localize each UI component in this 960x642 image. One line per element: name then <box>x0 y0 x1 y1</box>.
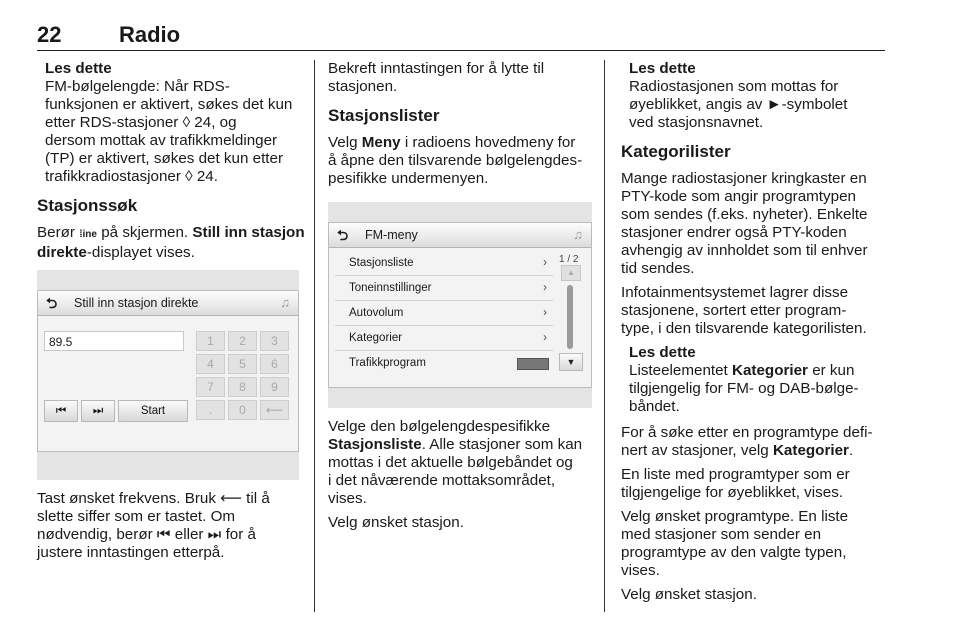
text: justere inntastingen etterpå. <box>37 544 225 561</box>
text: slette siffer som er tastet. Om <box>37 508 236 525</box>
note-line: dersom mottak av trafikkmeldinger <box>45 132 278 149</box>
scrollbar[interactable] <box>567 285 573 349</box>
menu-item-toneinnstillinger[interactable] <box>335 276 553 301</box>
screen-title-bar <box>38 291 298 316</box>
text: vises. <box>621 562 660 579</box>
text: . <box>848 442 854 459</box>
text: For å søke etter en programtype defi- <box>621 424 873 441</box>
text: Velg <box>328 134 362 151</box>
paragraph <box>37 490 305 562</box>
paragraph <box>328 60 596 96</box>
text: nert av stasjoner, velg <box>621 442 773 459</box>
note-line: tilgjengelig for FM- og DAB-bølge- <box>629 380 859 397</box>
text: Infotainmentsystemet lagrer disse <box>621 284 849 301</box>
paragraph <box>621 466 889 502</box>
section-title: Radio <box>119 22 181 47</box>
text: som sendes (f.eks. nyheter). Enkelte <box>621 206 868 223</box>
key-6[interactable]: 6 <box>260 354 289 374</box>
paragraph <box>621 424 889 460</box>
heading-kategorilister: Kategorilister <box>621 142 731 161</box>
text: Tast ønsket frekvens. Bruk ⟵ til å <box>37 490 270 507</box>
text: PTY-kode som angir programtypen <box>621 188 856 205</box>
note-line: båndet. <box>629 398 680 415</box>
page-indicator: 1 / 2 <box>559 254 579 265</box>
music-icon: ♫ <box>280 295 290 310</box>
text: er kun <box>807 362 855 379</box>
menu-item-label: Kategorier <box>349 332 403 344</box>
frequency-input[interactable]: 89.5 <box>44 331 184 351</box>
note-kategorier <box>621 344 889 416</box>
bold-text: Meny <box>361 134 401 151</box>
text: mottas i det aktuelle bølgebåndet og <box>328 454 573 471</box>
menu-item-label: Trafikkprogram <box>349 357 426 369</box>
bold-text: Kategorier <box>772 442 849 459</box>
text: med stasjoner som sender en <box>621 526 822 543</box>
bold-text: Still inn stasjon <box>192 224 305 241</box>
note-line: trafikkradiostasjoner ◊ 24. <box>45 168 218 185</box>
key-5[interactable]: 5 <box>228 354 257 374</box>
note-line: etter RDS-stasjoner ◊ 24, og <box>45 114 237 131</box>
back-icon[interactable]: ⮌ <box>46 295 58 311</box>
page-number: 22 <box>37 22 62 47</box>
note-title: Les dette <box>45 60 112 77</box>
note-station-symbol <box>621 60 889 132</box>
text: stasjonene, sortert etter program- <box>621 302 847 319</box>
key-8[interactable]: 8 <box>228 377 257 397</box>
screen-direct-tune <box>37 290 299 452</box>
text: En liste med programtyper som er <box>621 466 850 483</box>
text: Berør <box>37 224 80 241</box>
heading-stasjonssok: Stasjonssøk <box>37 196 138 215</box>
column-divider-2 <box>604 60 605 612</box>
note-line: (TP) er aktivert, søkes det kun etter <box>45 150 284 167</box>
text: pesifikke undermenyen. <box>328 170 489 187</box>
text: Bekreft inntastingen for å lytte til <box>328 60 545 77</box>
note-line: funksjonen er aktivert, søkes det kun <box>45 96 293 113</box>
key-3[interactable]: 3 <box>260 331 289 351</box>
menu-item-label: Toneinnstillinger <box>349 282 432 294</box>
paragraph <box>621 284 889 338</box>
start-button[interactable]: Start <box>118 400 188 422</box>
arrow-down-icon: ▼ <box>566 357 576 367</box>
music-icon: ♫ <box>573 227 583 242</box>
note-line: ved stasjonsnavnet. <box>629 114 764 131</box>
back-icon[interactable]: ⮌ <box>337 227 349 243</box>
key-backspace[interactable]: ⟵ <box>260 400 289 420</box>
note-title: Les dette <box>629 60 696 77</box>
paragraph <box>328 418 596 508</box>
note-line: Radiostasjonen som mottas for <box>629 78 839 95</box>
menu-item-kategorier[interactable] <box>335 326 553 351</box>
text: avhengig av innholdet som til enhver <box>621 242 868 259</box>
menu-item-trafikkprogram[interactable] <box>335 351 553 375</box>
key-7[interactable]: 7 <box>196 377 225 397</box>
text: Velg ønsket programtype. En liste <box>621 508 849 525</box>
bold-text: Stasjonsliste <box>328 436 422 453</box>
text: Velge den bølgelengdespesifikke <box>328 418 551 435</box>
toggle-switch[interactable] <box>517 358 549 370</box>
chevron-right-icon: › <box>543 307 547 319</box>
key-4[interactable]: 4 <box>196 354 225 374</box>
note-line <box>629 362 889 380</box>
screen-title: Still inn stasjon direkte <box>74 296 199 310</box>
menu-item-label: Autovolum <box>349 307 404 319</box>
chevron-right-icon: › <box>543 257 547 269</box>
text: i radioens hovedmeny for <box>400 134 576 151</box>
paragraph: Velg ønsket stasjon. <box>621 586 757 603</box>
note-title: Les dette <box>629 344 696 361</box>
heading-stasjonslister: Stasjonslister <box>328 106 440 125</box>
paragraph: Velg ønsket stasjon. <box>328 514 464 531</box>
bold-text: direkte <box>37 244 87 261</box>
key-1[interactable]: 1 <box>196 331 225 351</box>
text: tid sendes. <box>621 260 695 277</box>
bold-text: Kategorier <box>732 362 808 379</box>
scroll-up-button[interactable] <box>561 265 581 281</box>
chevron-right-icon: › <box>543 332 547 344</box>
text: . Alle stasjoner som kan <box>421 436 583 453</box>
column-divider-1 <box>314 60 315 612</box>
figure-fm-menu <box>328 202 592 408</box>
arrow-up-icon: ▲ <box>567 268 575 277</box>
key-dot[interactable]: . <box>196 400 225 420</box>
text: i det nåværende mottaksområdet, <box>328 472 556 489</box>
menu-item-stasjonsliste[interactable] <box>335 251 553 276</box>
note-line: FM-bølgelengde: Når RDS- <box>45 78 230 95</box>
menu-item-autovolum[interactable] <box>335 301 553 326</box>
text: Listeelementet <box>629 362 732 379</box>
column-3 <box>621 60 889 610</box>
seek-forward-button[interactable]: ⏭ <box>81 400 115 422</box>
paragraph <box>328 134 596 188</box>
scroll-down-button[interactable] <box>559 353 583 371</box>
screen-fm-menu <box>328 222 592 388</box>
screen-title-bar <box>329 223 591 248</box>
note-line: øyeblikket, angis av ►-symbolet <box>629 96 848 113</box>
column-1 <box>37 60 305 568</box>
text: programtype av den valgte typen, <box>621 544 847 561</box>
text: vises. <box>328 490 367 507</box>
text: stasjoner endrer også PTY-koden <box>621 224 847 241</box>
key-0[interactable]: 0 <box>228 400 257 420</box>
note-rds <box>37 60 305 186</box>
text: å åpne den tilsvarende bølgelengdes- <box>328 152 583 169</box>
text: nødvendig, berør ⏮ eller ⏭ for å <box>37 526 256 543</box>
tune-icon: ⁞ine <box>79 229 97 240</box>
screen-title: FM-meny <box>365 228 418 242</box>
text: tilgjengelige for øyeblikket, vises. <box>621 484 844 501</box>
paragraph <box>621 170 889 278</box>
text: type, i den tilsvarende kategorilisten. <box>621 320 867 337</box>
paragraph <box>621 508 889 580</box>
key-9[interactable]: 9 <box>260 377 289 397</box>
text: Mange radiostasjoner kringkaster en <box>621 170 867 187</box>
text: stasjonen. <box>328 78 398 95</box>
paragraph <box>37 224 305 262</box>
key-2[interactable]: 2 <box>228 331 257 351</box>
figure-direct-tune <box>37 270 299 480</box>
seek-back-button[interactable]: ⏮ <box>44 400 78 422</box>
text: -displayet vises. <box>86 244 195 261</box>
column-2 <box>328 60 596 538</box>
text: på skjermen. <box>96 224 193 241</box>
chevron-right-icon: › <box>543 282 547 294</box>
page-header <box>37 20 885 51</box>
menu-item-label: Stasjonsliste <box>349 257 414 269</box>
